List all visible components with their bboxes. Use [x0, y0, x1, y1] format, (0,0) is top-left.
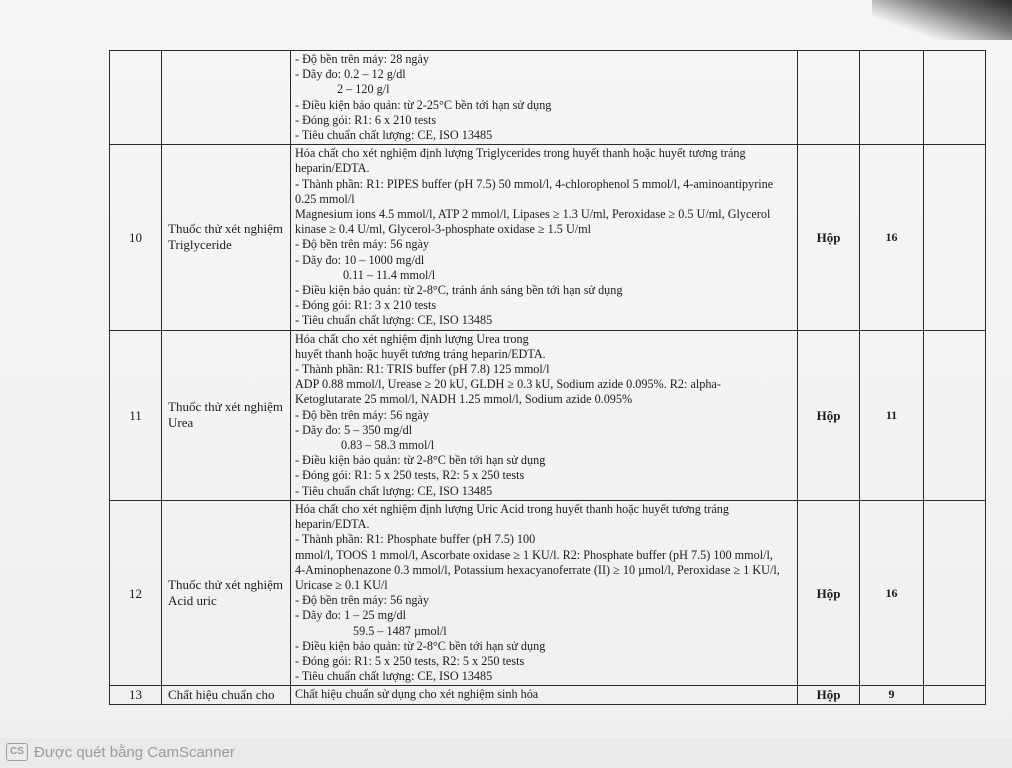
description-line: - Độ bền trên máy: 28 ngày: [295, 52, 430, 66]
item-name: [162, 51, 291, 145]
description-line: - Điều kiện bảo quản: từ 2-8°C bền tới hạn sử dụng: [295, 453, 546, 468]
row-number: [110, 51, 162, 145]
description-line: - Dãy đo: 1 – 25 mg/dl: [295, 608, 407, 623]
scan-shadow: [872, 0, 1012, 40]
description-line: Uricase ≥ 0.1 KU/l: [295, 577, 388, 592]
description-line: ADP 0.88 mmol/l, Urease ≥ 20 kU, GLDH ≥ 0.3 kU, Sodium azide 0.095%. R2: alpha-: [295, 377, 721, 392]
description-line: - Điều kiện bảo quản: từ 2-25°C bền tới hạn sử dụng: [295, 97, 552, 112]
description-line: Hóa chất cho xét nghiệm định lượng Uric Acid trong huyết thanh hoặc huyết tương tráng: [295, 501, 729, 516]
description-line: - Đóng gói: R1: 5 x 250 tests, R2: 5 x 250 tests: [295, 653, 525, 668]
item-name: Chất hiệu chuẩn cho: [162, 686, 291, 704]
description-line: - Tiêu chuẩn chất lượng: CE, ISO 13485: [295, 128, 493, 143]
item-unit: Hộp: [798, 686, 860, 704]
empty-cell: [924, 686, 986, 704]
item-name: Thuốc thử xét nghiệm Triglyceride: [162, 145, 291, 330]
description-line: - Tiêu chuẩn chất lượng: CE, ISO 13485: [295, 669, 493, 684]
description-line: - Thành phần: R1: PIPES buffer (pH 7.5) 50 mmol/l, 4-chlorophenol 5 mmol/l, 4-aminoantipyrine: [295, 176, 774, 191]
description-line: 0.83 – 58.3 mmol/l: [341, 438, 435, 453]
footer-text: Được quét bằng CamScanner: [34, 743, 235, 761]
description-line: - Độ bền trên máy: 56 ngày: [295, 407, 430, 422]
item-description: [291, 330, 798, 500]
description-line: - Thành phần: R1: TRIS buffer (pH 7.8) 125 mmol/l: [295, 362, 550, 377]
item-quantity: 9: [860, 686, 924, 704]
row-number: 13: [110, 686, 162, 704]
description-line: - Đóng gói: R1: 6 x 210 tests: [295, 112, 437, 127]
description-line: - Độ bền trên máy: 56 ngày: [295, 237, 430, 252]
table-row: [110, 500, 986, 685]
item-quantity: [860, 51, 924, 145]
row-number: 12: [110, 500, 162, 685]
reagent-table: [109, 50, 986, 705]
table-row: [110, 686, 986, 704]
description-line: 59.5 – 1487 µmol/l: [353, 623, 447, 638]
item-name: Thuốc thử xét nghiệm Urea: [162, 330, 291, 500]
item-unit: Hộp: [798, 500, 860, 685]
description-line: - Độ bền trên máy: 56 ngày: [295, 593, 430, 608]
description-line: heparin/EDTA.: [295, 161, 370, 176]
table-row: [110, 145, 986, 330]
empty-cell: [924, 51, 986, 145]
description-line: 0.25 mmol/l: [295, 191, 355, 206]
description-line: Ketoglutarate 25 mmol/l, NADH 1.25 mmol/l, Sodium azide 0.095%: [295, 392, 633, 407]
description-line: - Điều kiện bảo quản: từ 2-8°C, tránh ánh sáng bền tới hạn sử dụng: [295, 283, 623, 298]
description-line: mmol/l, TOOS 1 mmol/l, Ascorbate oxidase ≥ 1 KU/l. R2: Phosphate buffer (pH 7.5) 100 mmol/l,: [295, 547, 773, 562]
description-line: - Dãy đo: 5 – 350 mg/dl: [295, 422, 413, 437]
item-description: [291, 145, 798, 330]
description-line: Hóa chất cho xét nghiệm định lượng Urea trong: [295, 331, 529, 346]
description-line: - Điều kiện bảo quản: từ 2-8°C bền tới hạn sử dụng: [295, 638, 546, 653]
empty-cell: [924, 145, 986, 330]
description-line: - Dãy đo: 0.2 – 12 g/dl: [295, 67, 406, 82]
item-description: [291, 51, 798, 145]
description-line: - Dãy đo: 10 – 1000 mg/dl: [295, 252, 425, 267]
description-line: Magnesium ions 4.5 mmol/l, ATP 2 mmol/l, Lipases ≥ 1.3 U/ml, Peroxidase ≥ 0.5 U/ml, Glycerol: [295, 207, 771, 222]
description-line: Chất hiệu chuẩn sử dụng cho xét nghiệm sinh hóa: [295, 687, 539, 702]
item-quantity: 11: [860, 330, 924, 500]
description-line: kinase ≥ 0.4 U/ml, Glycerol-3-phosphate oxidase ≥ 1.5 U/ml: [295, 222, 592, 237]
description-line: 4-Aminophenazone 0.3 mmol/l, Potassium hexacyanoferrate (II) ≥ 10 µmol/l, Peroxidase ≥ 1 KU/l,: [295, 562, 780, 577]
item-description: [291, 500, 798, 685]
table-row: [110, 51, 986, 145]
table-row: [110, 330, 986, 500]
description-line: 0.11 – 11.4 mmol/l: [343, 267, 436, 282]
empty-cell: [924, 330, 986, 500]
item-unit: [798, 51, 860, 145]
description-line: - Đóng gói: R1: 5 x 250 tests, R2: 5 x 250 tests: [295, 468, 525, 483]
description-line: - Tiêu chuẩn chất lượng: CE, ISO 13485: [295, 313, 493, 328]
item-name: Thuốc thử xét nghiệm Acid uric: [162, 500, 291, 685]
empty-cell: [924, 500, 986, 685]
description-line: - Tiêu chuẩn chất lượng: CE, ISO 13485: [295, 483, 493, 498]
camscanner-logo-icon: CS: [6, 743, 28, 761]
description-line: huyết thanh hoặc huyết tương tráng heparin/EDTA.: [295, 346, 546, 361]
description-line: heparin/EDTA.: [295, 517, 370, 532]
description-line: - Thành phần: R1: Phosphate buffer (pH 7.5) 100: [295, 532, 536, 547]
camscanner-footer: [6, 742, 235, 762]
item-description: [291, 686, 798, 704]
item-quantity: 16: [860, 500, 924, 685]
description-line: - Đóng gói: R1: 3 x 210 tests: [295, 298, 437, 313]
description-line: Hóa chất cho xét nghiệm định lượng Triglycerides trong huyết thanh hoặc huyết tương tráng: [295, 146, 746, 161]
row-number: 10: [110, 145, 162, 330]
item-quantity: 16: [860, 145, 924, 330]
row-number: 11: [110, 330, 162, 500]
item-unit: Hộp: [798, 330, 860, 500]
item-unit: Hộp: [798, 145, 860, 330]
description-line: 2 – 120 g/l: [337, 82, 390, 97]
